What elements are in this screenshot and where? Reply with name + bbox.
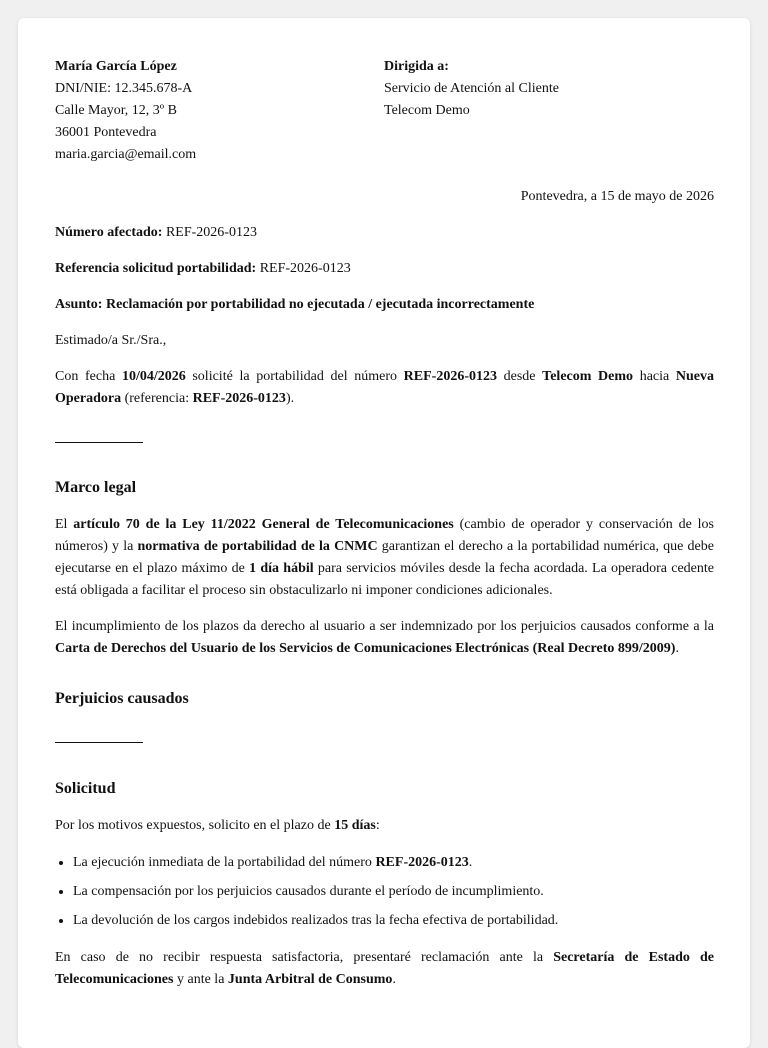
recipient-operator: Nueva Operadora — [55, 369, 714, 406]
sender-address-line2: 36001 Pontevedra — [55, 125, 157, 140]
legal-section-title: Marco legal — [55, 479, 137, 496]
letter-content — [55, 56, 714, 991]
request-section-title: Solicitud — [55, 780, 116, 797]
sender-address-line1: Calle Mayor, 12, 3º B — [55, 103, 177, 118]
phone-number: REF-2026-0123 — [403, 369, 497, 384]
recipient-heading: Dirigida a: — [384, 59, 449, 74]
text: El incumplimiento de los plazos da derecho al usuario a ser indemnizado por los perjuicios causados conforme a la — [55, 619, 714, 634]
request-intro — [55, 815, 714, 837]
response-deadline: 15 días — [334, 818, 376, 833]
letter-page — [18, 18, 750, 1048]
list-item — [73, 852, 714, 874]
law-reference: artículo 70 de la Ley 11/2022 General de Telecomunicaciones — [73, 517, 454, 532]
text: . — [675, 641, 679, 656]
text: Por los motivos expuestos, solicito en el plazo de — [55, 818, 335, 833]
arbitration-reference: Junta Arbitral de Consumo — [227, 972, 393, 987]
portability-reference — [55, 258, 714, 280]
reference-number: REF-2026-0123 — [192, 391, 286, 406]
text: solicité la portabilidad del número — [185, 369, 404, 384]
affected-number-label: Número afectado: — [55, 225, 163, 240]
sender-email: maria.garcia@email.com — [55, 147, 197, 162]
request-date: 10/04/2026 — [121, 369, 186, 384]
text: La ejecución inmediata de la portabilidad del número — [73, 855, 376, 870]
charter-reference: Carta de Derechos del Usuario de los Servicios de Comunicaciones Electrónicas (Real Decreto 899/2009) — [55, 641, 676, 656]
legal-paragraph-1 — [55, 514, 714, 602]
sender-block — [55, 56, 384, 166]
legal-paragraph-2 — [55, 616, 714, 660]
greeting: Estimado/a Sr./Sra., — [55, 333, 167, 348]
request-list — [55, 852, 714, 932]
donor-operator: Telecom Demo — [542, 369, 634, 384]
phone-number: REF-2026-0123 — [375, 855, 469, 870]
letter-subject: Asunto: Reclamación por portabilidad no ejecutada / ejecutada incorrectamente — [55, 297, 535, 312]
letter-header — [55, 56, 714, 166]
authority-reference: Secretaría de Estado de Telecomunicaciones — [55, 950, 714, 987]
sender-name: María García López — [55, 59, 177, 74]
text: : — [375, 818, 380, 833]
recipient-line1: Servicio de Atención al Cliente — [384, 81, 559, 96]
divider — [55, 742, 143, 743]
sender-id: DNI/NIE: 12.345.678-A — [55, 81, 193, 96]
text: desde — [496, 369, 543, 384]
recipient-line2: Telecom Demo — [384, 103, 470, 118]
list-item: • La compensación por los perjuicios causados durante el período de incumplimiento. — [73, 881, 714, 903]
text: (cambio de operador y conservación de los números) y la — [55, 517, 714, 554]
text: (referencia: — [121, 391, 193, 406]
affected-number — [55, 222, 714, 244]
text: El — [55, 517, 74, 532]
text: . — [392, 972, 396, 987]
divider — [55, 442, 143, 443]
text: garantizan el derecho a la portabilidad numérica, que debe ejecutarse en el plazo máximo de — [55, 539, 714, 576]
deadline: 1 día hábil — [249, 561, 314, 576]
letter-date: Pontevedra, a 15 de mayo de 2026 — [520, 189, 714, 204]
text: En caso de no recibir respuesta satisfactoria, presentaré reclamación ante la — [55, 950, 554, 965]
intro-paragraph — [55, 366, 714, 410]
text: para servicios móviles desde la fecha acordada. La operadora cedente está obligada a facilitar el proceso sin obstaculizarlo ni imponer condiciones adicionales. — [55, 561, 714, 598]
text: . — [468, 855, 473, 870]
text: y ante la — [173, 972, 228, 987]
list-item: • La devolución de los cargos indebidos realizados tras la fecha efectiva de portabilidad. — [73, 910, 714, 932]
portability-reference-value: REF-2026-0123 — [259, 261, 351, 276]
affected-number-value: REF-2026-0123 — [165, 225, 257, 240]
closing-paragraph — [55, 947, 714, 991]
text: ). — [285, 391, 295, 406]
portability-reference-label: Referencia solicitud portabilidad: — [55, 261, 257, 276]
cnmc-reference: normativa de portabilidad de la CNMC — [137, 539, 378, 554]
text: Con fecha — [55, 369, 122, 384]
damages-section-title: Perjuicios causados — [55, 690, 189, 707]
text: hacia — [633, 369, 676, 384]
recipient-block — [384, 56, 714, 166]
